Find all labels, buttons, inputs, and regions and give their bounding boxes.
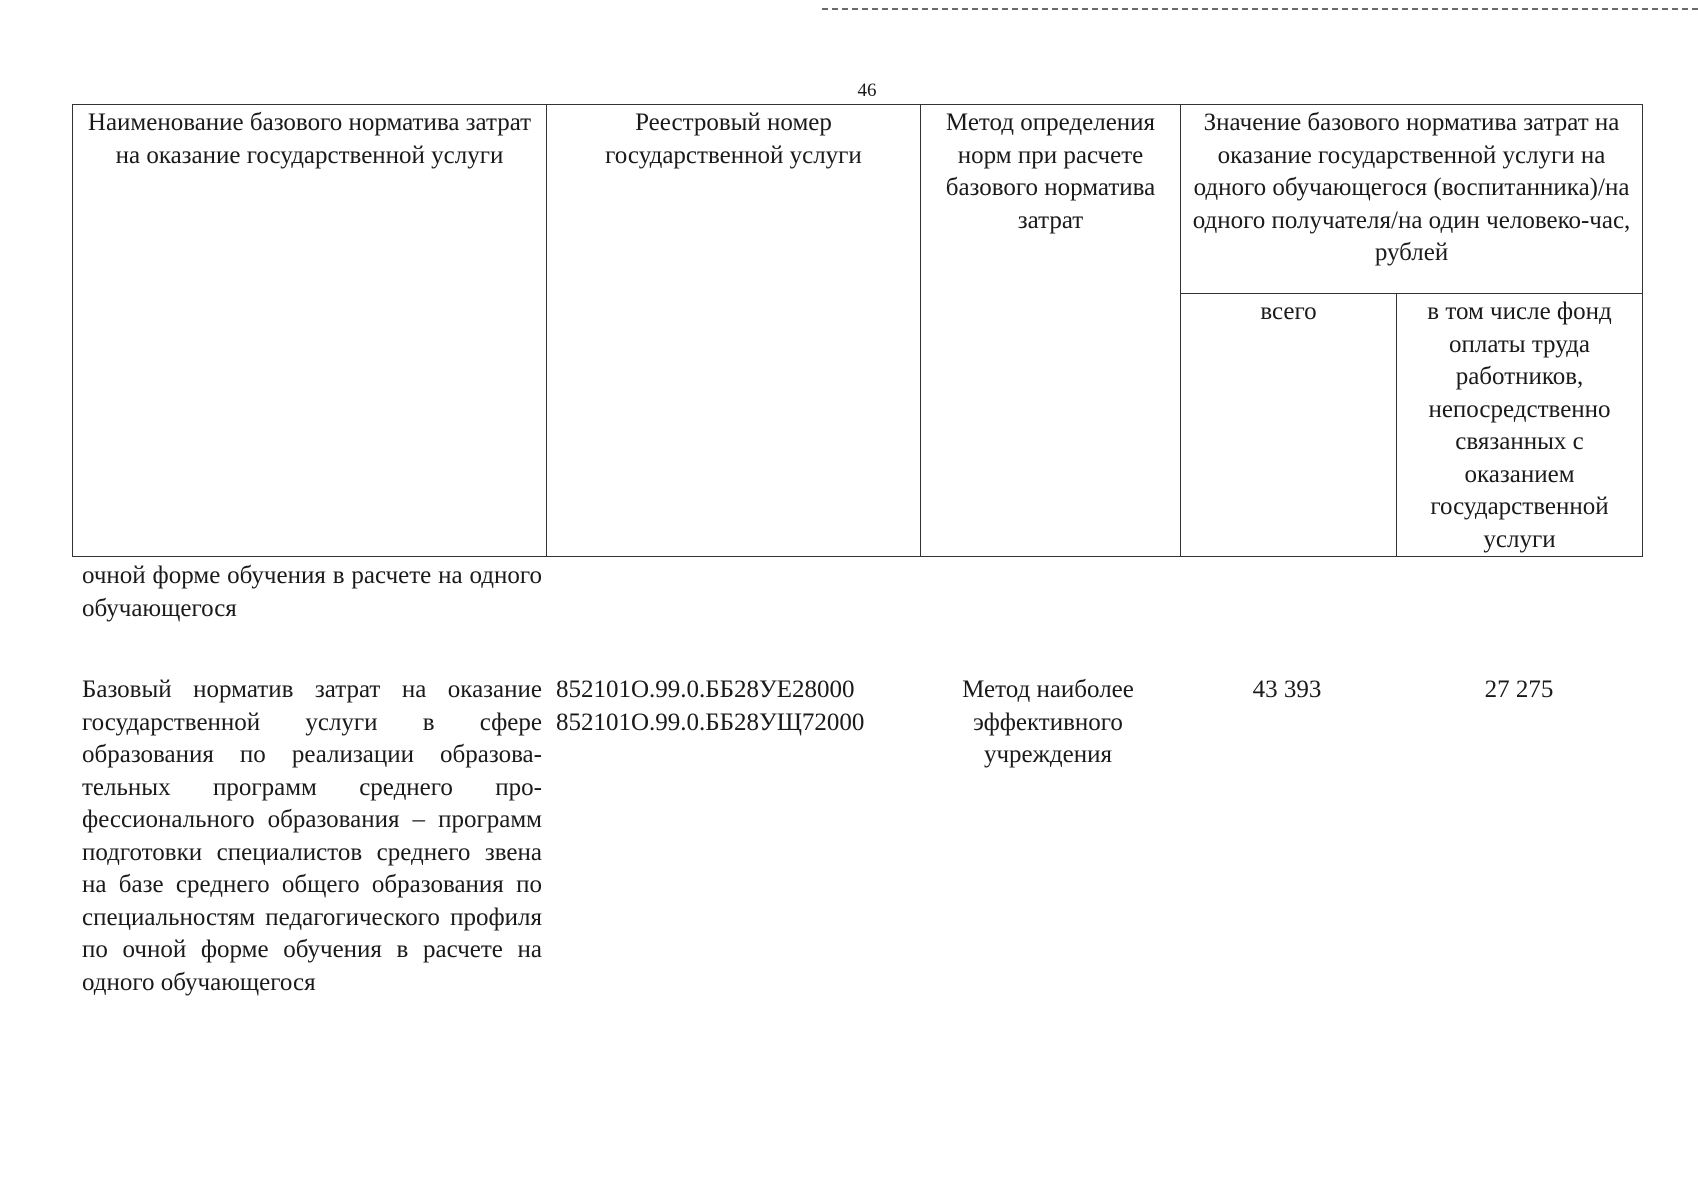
header-method: Метод определения норм при расчете базового норматива затрат bbox=[921, 105, 1181, 557]
page-number: 46 bbox=[857, 80, 877, 101]
header-registry: Реестровый номер государственной услуги bbox=[547, 105, 921, 557]
header-value: Значение базового норматива затрат на оказание государственной услуги на одного обучающегося (воспитанника)/на одного получателя/на один человеко-час, рублей bbox=[1181, 105, 1643, 294]
header-total: всего bbox=[1181, 294, 1397, 557]
header-fot: в том числе фонд оплаты труда работников, непосредственно связанных с оказанием государственной услуги bbox=[1397, 294, 1643, 557]
continuation-text: очной форме обучения в расчете на одного обучающегося bbox=[82, 562, 542, 622]
row-total: 43 393 bbox=[1252, 676, 1322, 703]
row-method: Метод наиболее эффективного учреждения bbox=[962, 676, 1134, 768]
row-codes bbox=[556, 674, 916, 739]
registry-code: 852101О.99.0.ББ28УЩ72000 bbox=[556, 708, 865, 736]
row-fot: 27 275 bbox=[1484, 676, 1554, 703]
header-table bbox=[72, 104, 1643, 557]
header-name: Наименование базового норматива затрат на оказание государственной услуги bbox=[73, 105, 547, 557]
registry-code: 852101О.99.0.ББ28УЕ28000 bbox=[556, 676, 855, 703]
top-dashed-line bbox=[822, 8, 1698, 10]
row-name: Базовый норматив затрат на оказание государственной услуги в сфере образования по реализации образовательных программ среднего профессионального образования – программ подготовки специалистов среднего звена на базе среднего общего образования по специальностям педагогического профиля по очной форме обучения в расчете на одного обучающегося bbox=[82, 676, 542, 996]
